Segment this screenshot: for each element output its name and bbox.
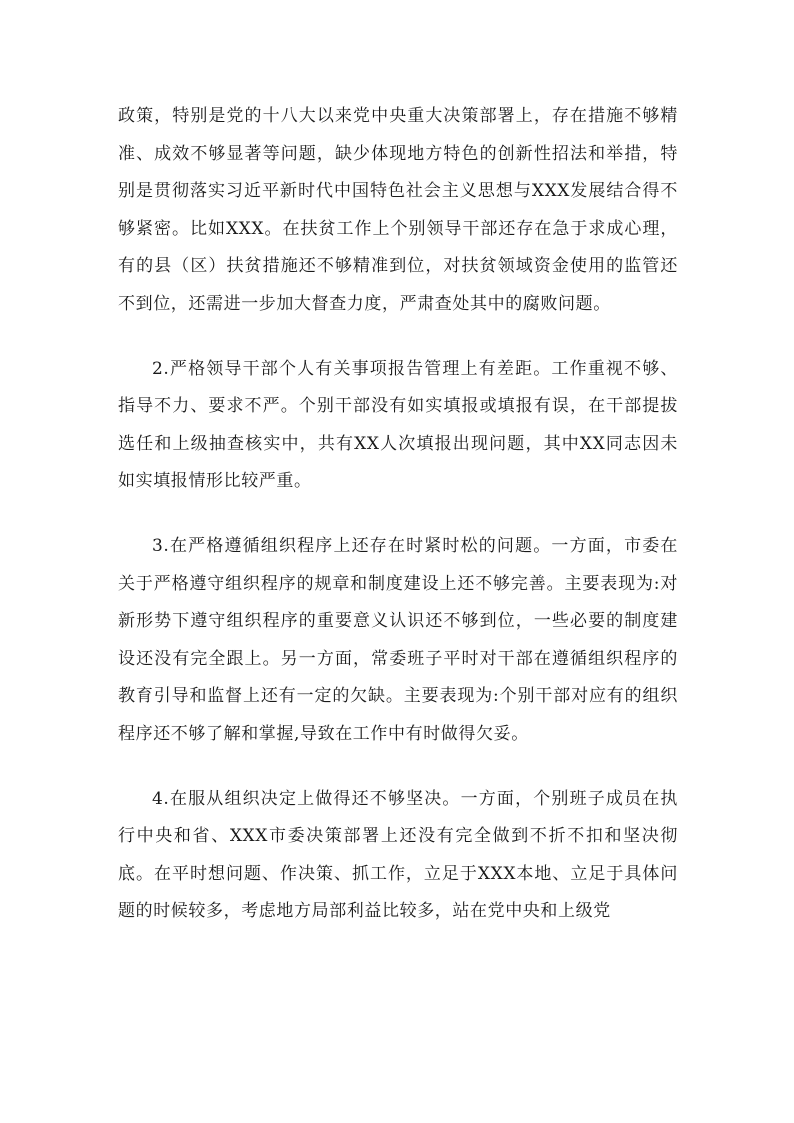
- paragraph-item-4: 4.在服从组织决定上做得还不够坚决。一方面，个别班子成员在执行中央和省、XXX市委决策部署上还没有完全做到不折不扣和坚决彻底。在平时想问题、作决策、抓工作，立足于XXX本地、立足于具体问题的时候较多，考虑地方局部利益比较多，站在党中央和上级党: [118, 788, 678, 922]
- paragraph-item-2: 2.严格领导干部个人有关事项报告管理上有差距。工作重视不够、指导不力、要求不严。个别干部没有如实填报或填报有误，在干部提拔选任和上级抽查核实中，共有XX人次填报出现问题，其中XX同志因未如实填报情形比较严重。: [118, 358, 678, 492]
- paragraph-continued: 政策，特别是党的十八大以来党中央重大决策部署上，存在措施不够精准、成效不够显著等问题，缺少体现地方特色的创新性招法和举措，特别是贯彻落实习近平新时代中国特色社会主义思想与XXX发展结合得不够紧密。比如XXX。在扶贫工作上个别领导干部还存在急于求成心理，有的县（区）扶贫措施还不够精准到位，对扶贫领域资金使用的监管还不到位，还需进一步加大督查力度，严肃查处其中的腐败问题。: [118, 106, 678, 314]
- document-body: [118, 98, 678, 958]
- paragraph-item-3: 3.在严格遵循组织程序上还存在时紧时松的问题。一方面，市委在关于严格遵守组织程序的规章和制度建设上还不够完善。主要表现为:对新形势下遵守组织程序的重要意义认识还不够到位，一些必要的制度建设还没有完全跟上。另一方面，常委班子平时对干部在遵循组织程序的教育引导和监督上还有一定的欠缺。主要表现为:个别干部对应有的组织程序还不够了解和掌握,导致在工作中有时做得欠妥。: [118, 535, 678, 744]
